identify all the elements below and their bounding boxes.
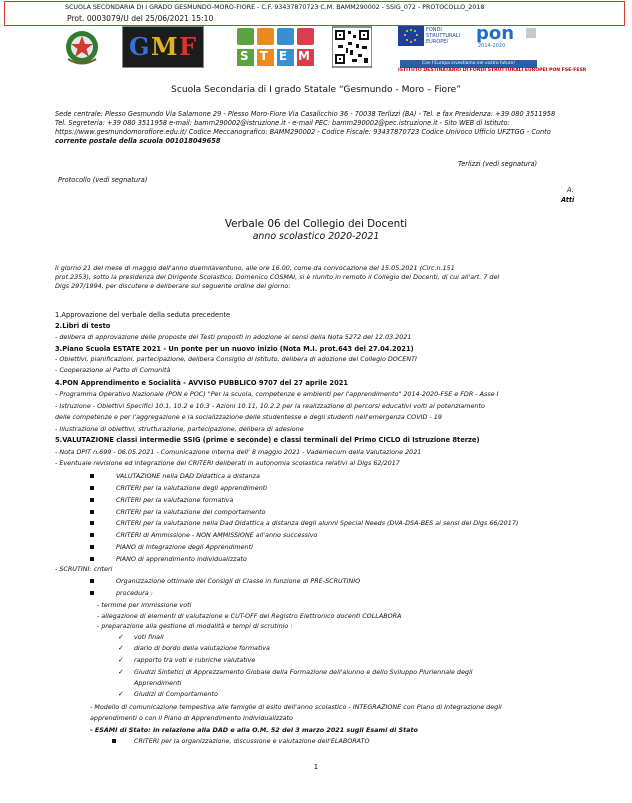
- list-item: CRITERI per la valutazione formativa: [90, 496, 233, 504]
- bullet-icon: [90, 533, 94, 537]
- agenda-item-5a: - Nota DPIT n.699 - 06.05.2021 - Comunicazione interna dell' 8 maggio 2021 - Vademecum della Valutazione 2021: [55, 448, 422, 456]
- bullet-icon: [90, 545, 94, 549]
- check-item: ✓ diario di bordo della valutazione formativa: [118, 644, 270, 652]
- bullet-icon: [90, 591, 94, 595]
- qr-code-icon: [332, 26, 372, 68]
- intro-line-2: prot.2353), sotto la presidenza del Dirigente Scolastico, Domenico COSMAI, si è riunito in remoto il Collegio dei Docenti, di cui all'art. 7 del: [55, 273, 500, 281]
- list-item: PIANO di apprendimento individualizzato: [90, 555, 247, 563]
- check-item: ✓ rapporto tra voti e rubriche valutative: [118, 656, 256, 664]
- agenda-item-1: 1.Approvazione del verbale della seduta precedente: [55, 311, 231, 319]
- bullet-icon: [90, 486, 94, 490]
- checkmark-icon: ✓: [118, 633, 124, 641]
- agenda-item-4: 4.PON Apprendimento e Socialità - AVVISO PUBBLICO 9707 del 27 aprile 2021: [55, 379, 349, 387]
- pon-destination: ISTITUTO DESTINATARIO DI FONDI STRUTTURALI EUROPEI PON FSE-FESR: [398, 68, 587, 73]
- list-item: Organizzazione ottimale dei Consigli di Classe in funzione di PRE-SCRUTINIO: [90, 577, 360, 585]
- stamp-line-1: SCUOLA SECONDARIA DI I GRADO GESMUNDO-MORO-FIORE - C.F. 93437870723 C.M. BAMM290002 - SSIG_072 - PROTOCOLLO_2018: [65, 4, 485, 11]
- bullet-icon: [90, 521, 94, 525]
- bullet-icon: [90, 579, 94, 583]
- recipient-label: A:: [567, 186, 574, 194]
- pon-years: 2014-2020: [478, 43, 506, 49]
- agenda-item-4d: - Illustrazione di obiettivi, strutturazione, partecipazione, delibera di adesione: [55, 425, 304, 433]
- agenda-item-5b: - Eventuale revisione ed integrazione dei CRITERI deliberati in autonomia scolastica relativi al Dlgs 62/2017: [55, 459, 400, 467]
- bullet-icon: [112, 739, 116, 743]
- procedure-step-1: - termine per immissione voti: [97, 601, 192, 609]
- pon-small-text: FONDI STRUTTURALI EUROPEI: [426, 27, 460, 45]
- agenda-item-4a: - Programma Operativo Nazionale (PON e POC) "Per la scuola, competenze e ambienti per l'apprendimento" 2014-2020-FSE e FDR - Asse I: [55, 390, 499, 398]
- list-item: CRITERI per la valutazione degli apprendimenti: [90, 484, 267, 492]
- communication-model-line-2: apprendimenti o con il Piano di Apprendimento Individualizzato: [90, 714, 293, 722]
- school-info-line-1: Sede centrale: Plesso Gesmundo Via Salamone 29 - Plesso Moro-Fiore Via Casalicchio 36 - 70038 Terlizzi (BA) - Tel. e fax Presidenza: +39 080 3511958: [55, 110, 556, 118]
- bullet-icon: [90, 557, 94, 561]
- list-item: PIANO di Integrazione degli Apprendimenti: [90, 543, 253, 551]
- check-item: ✓ voti finali: [118, 633, 164, 641]
- agenda-item-2a: - delibera di approvazione delle proposte dei Testi proposti in adozione ai sensi della Nota 5272 del 12.03.2021: [55, 333, 412, 341]
- check-item-continuation: Apprendimenti: [134, 679, 182, 687]
- intro-line-3: Dlgs 297/1994, per discutere e deliberare sul seguente ordine del giorno:: [55, 282, 291, 290]
- procedure-step-2: - allegazione di elementi di valutazione e CUT-OFF del Registro Elettronico docenti COLLABORA: [97, 612, 402, 620]
- agenda-item-3a: - Obiettivi, pianificazioni, partecipazione, delibera Consiglio di Istituto, delibera di adozione del Collegio DOCENTI: [55, 355, 417, 363]
- list-item: CRITERI per la organizzazione, discussione e valutazione dell'ELABORATO: [112, 737, 370, 745]
- school-info-line-3: https://www.gesmundomorofiore.edu.it/ Codice Meccanografico: BAMM290002 - Codice Fiscale: 93437870723 Codice Univoco Ufficio UFZTGG - Conto: [55, 128, 551, 136]
- agenda-item-3b: - Cooperazione al Patto di Comunità: [55, 366, 171, 374]
- agenda-item-5: 5.VALUTAZIONE classi intermedie SSIG (prime e seconde) e classi terminali del Primo CICLO di Istruzione 8terze): [55, 436, 480, 444]
- agenda-item-3: 3.Piano Scuola ESTATE 2021 - Un ponte per un nuovo inizio (Nota M.I. prot.643 del 27.04.2021): [55, 345, 414, 353]
- bullet-icon: [90, 474, 94, 478]
- gmf-school-logo: G M F: [122, 26, 204, 68]
- check-item: ✓ Giudizi di Comportamento: [118, 690, 218, 698]
- stamp-line-2: Prot. 0003079/U del 25/06/2021 15:10: [67, 14, 214, 23]
- checkmark-icon: ✓: [118, 668, 124, 676]
- recipient-atti: Atti: [561, 196, 575, 204]
- list-item: procedura :: [90, 589, 153, 597]
- check-item: ✓ Giudizi Sintetici di Apprezzamento Globale della Formazione dell'alunno e dello Sviluppo Pluriennale degli: [118, 668, 473, 676]
- school-info-line-2: Tel. Segreteria: +39 080 3511958 e-mail: bamm290002@istruzione.it - e-mail PEC: bamm290002@pec.istruzione.it - Sito WEB di Istituto:: [55, 119, 510, 127]
- checkmark-icon: ✓: [118, 690, 124, 698]
- bullet-icon: [90, 498, 94, 502]
- school-info-line-4: corrente postale della scuola 001018049658: [55, 137, 221, 145]
- scrutini-heading: - SCRUTINI: criteri: [55, 565, 113, 573]
- procedure-step-3: - preparazione alla gestione di modalità e tempi di scrutinio :: [97, 622, 293, 630]
- pon-caption: Con l'Europa investiamo nel vostro futuro!: [400, 60, 537, 68]
- intro-line-1: Il giorno 21 del mese di maggio dell'anno duemilaventuno, alle ore 16.00, come da convocazione del 15.05.2021 (Circ.n.151: [55, 264, 455, 272]
- checkmark-icon: ✓: [118, 656, 124, 664]
- agenda-item-4c: delle competenze e per l'aggregazione e la socializzazione delle studentesse e degli studenti nell'emergenza COVID - 19: [55, 413, 442, 421]
- list-item: VALUTAZIONE nella DAD Didattica a distanza: [90, 472, 260, 480]
- list-item: CRITERI per la valutazione nella Dad Didattica a distanza degli alunni Special Needs (DVA-DSA-BES ai sensi del Dlgs 66/2017): [90, 519, 518, 527]
- stem-logo: [236, 26, 321, 68]
- italian-emblem-logo: [62, 26, 102, 68]
- stem-label: STEM: [240, 49, 321, 63]
- agenda-item-4b: - Istruzione - Obiettivi Specifici 10.1, 10.2 e 10.3 - Azioni 10.11, 10.2.2 per la realizzazione di percorsi educativi volti al potenziamento: [55, 402, 485, 410]
- page-number: 1: [313, 763, 319, 771]
- document-title: Verbale 06 del Collegio dei Docenti: [224, 218, 408, 230]
- bullet-icon: [90, 510, 94, 514]
- document-subtitle: anno scolastico 2020-2021: [252, 231, 380, 242]
- list-item: CRITERI per la valutazione del comportamento: [90, 508, 266, 516]
- state-exams-line: - ESAMI di Stato: in relazione alla DAD e alla O.M. 52 del 3 marzo 2021 sugli Esami di Stato: [90, 726, 418, 734]
- school-title: Scuola Secondaria di I grado Statale “Gesmundo - Moro – Fiore”: [171, 85, 461, 95]
- list-item: CRITERI di Ammissione - NON AMMISSIONE all'anno successivo: [90, 531, 317, 539]
- communication-model-line-1: - Modello di comunicazione tempestiva alle famiglie di esito dell'anno scolastico - INTEGRAZIONE con Piano di Integrazione degli: [90, 703, 502, 711]
- agenda-item-2: 2.Libri di testo: [55, 322, 111, 330]
- place-date: Terlizzi (vedi segnatura): [458, 160, 538, 168]
- protocol-stamp: [4, 1, 625, 26]
- pon-wordmark: pon: [476, 23, 515, 44]
- protocol-label: Protocollo (vedi segnatura): [58, 176, 148, 184]
- checkmark-icon: ✓: [118, 644, 124, 652]
